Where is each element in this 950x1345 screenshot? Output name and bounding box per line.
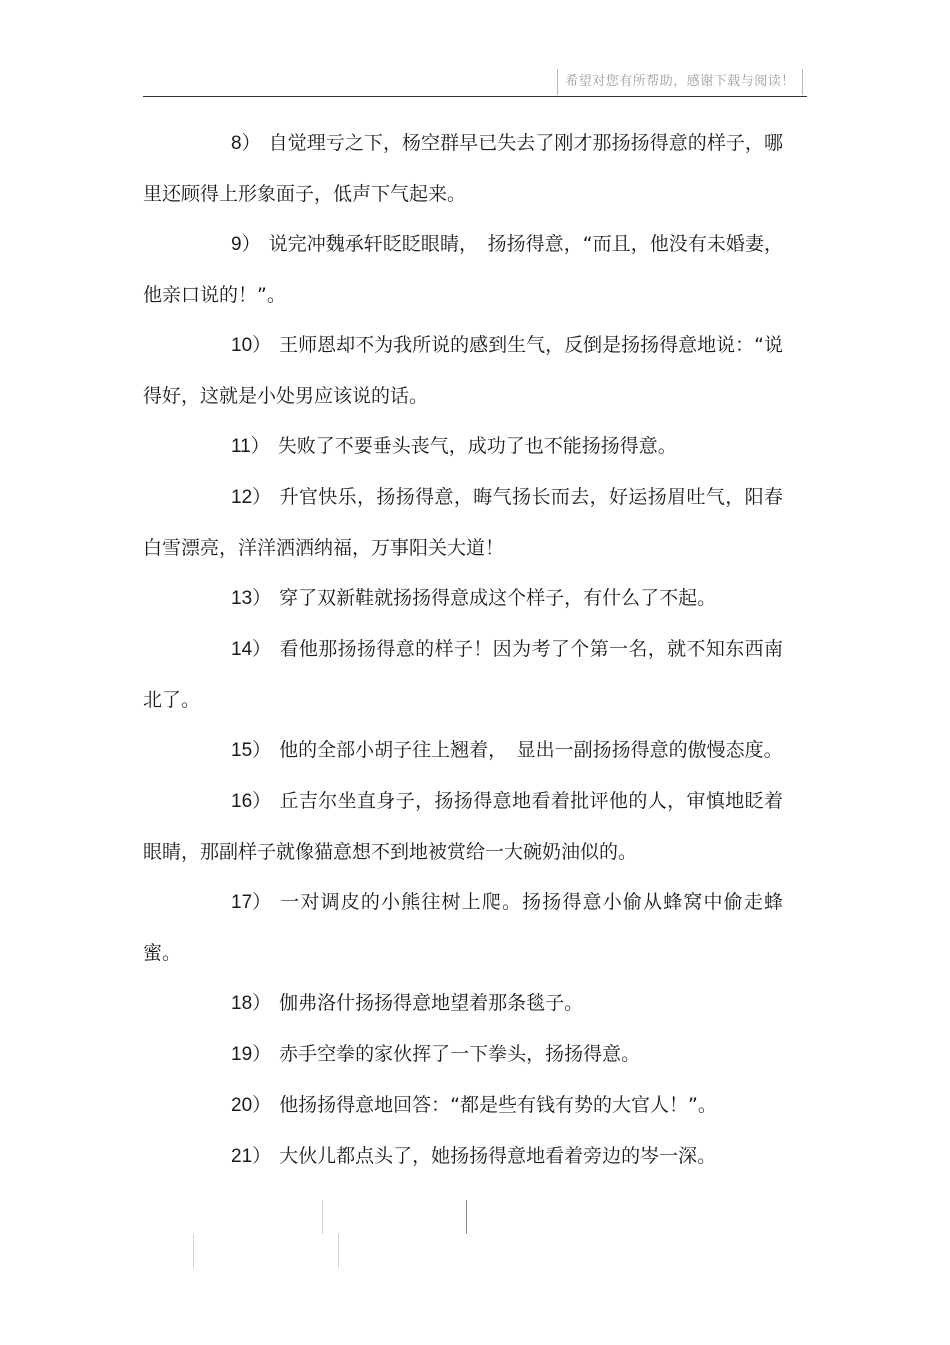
- item-number: 9）: [231, 234, 261, 255]
- document-body: [143, 118, 783, 1182]
- item-number: 11）: [231, 436, 270, 457]
- item-number: 16）: [231, 791, 272, 812]
- page-header-note: 希望对您有所帮助，感谢下载与阅读！: [557, 69, 803, 95]
- item-number: 12）: [231, 487, 272, 508]
- sentence-item: [143, 118, 783, 219]
- scan-artifact-line: [322, 1200, 323, 1234]
- sentence-item: [143, 978, 783, 1029]
- item-text: 穿了双新鞋就扬扬得意成这个样子，有什么了不起。: [279, 587, 717, 609]
- item-number: 8）: [231, 133, 261, 154]
- scan-artifact-line: [338, 1234, 339, 1268]
- item-text: 失败了不要垂头丧气，成功了也不能扬扬得意。: [277, 435, 677, 457]
- item-number: 15）: [231, 740, 272, 761]
- item-text: 伽弗洛什扬扬得意地望着那条毯子。: [279, 992, 584, 1014]
- item-text: 看他那扬扬得意的样子！因为考了个第一名，就不知东西南北了。: [143, 638, 783, 711]
- sentence-item: [143, 472, 783, 573]
- item-number: 13）: [231, 588, 272, 609]
- sentence-item: [143, 776, 783, 877]
- sentence-item: [143, 877, 783, 978]
- item-text: 他扬扬得意地回答：“都是些有钱有势的大官人！”。: [279, 1094, 717, 1116]
- item-number: 20）: [231, 1095, 272, 1116]
- item-number: 19）: [231, 1044, 272, 1065]
- item-number: 17）: [231, 892, 272, 913]
- item-text: 他的全部小胡子往上翘着， 显出一副扬扬得意的傲慢态度。: [279, 739, 783, 761]
- sentence-item: [143, 1131, 783, 1182]
- item-text: 王师恩却不为我所说的感到生气，反倒是扬扬得意地说：“说得好，这就是小处男应该说的话。: [143, 334, 783, 407]
- sentence-item: [143, 219, 783, 320]
- scan-artifact-line: [193, 1234, 194, 1268]
- item-text: 自觉理亏之下，杨空群早已失去了刚才那扬扬得意的样子，哪里还顾得上形象面子，低声下气起来。: [143, 132, 783, 205]
- sentence-item: [143, 1080, 783, 1131]
- item-text: 赤手空拳的家伙挥了一下拳头，扬扬得意。: [279, 1043, 641, 1065]
- sentence-item: [143, 421, 783, 472]
- item-number: 18）: [231, 993, 272, 1014]
- item-number: 14）: [231, 639, 272, 660]
- item-number: 21）: [231, 1146, 272, 1167]
- item-number: 10）: [231, 335, 272, 356]
- item-text: 丘吉尔坐直身子，扬扬得意地看着批评他的人，审慎地眨着眼睛，那副样子就像猫意想不到地被赏给一大碗奶油似的。: [143, 790, 783, 863]
- item-text: 说完冲魏承轩眨眨眼睛， 扬扬得意，“而且，他没有未婚妻，他亲口说的！”。: [143, 233, 783, 306]
- sentence-item: [143, 573, 783, 624]
- sentence-item: [143, 320, 783, 421]
- scan-artifact-line: [466, 1200, 467, 1234]
- item-text: 一对调皮的小熊往树上爬。扬扬得意小偷从蜂窝中偷走蜂蜜。: [143, 891, 783, 964]
- header-divider: [143, 96, 807, 97]
- item-text: 升官快乐，扬扬得意，晦气扬长而去，好运扬眉吐气，阳春白雪漂亮，洋洋洒洒纳福，万事阳关大道！: [143, 486, 783, 559]
- item-text: 大伙儿都点头了，她扬扬得意地看着旁边的岑一深。: [279, 1145, 717, 1167]
- sentence-item: [143, 1029, 783, 1080]
- sentence-item: [143, 725, 783, 776]
- sentence-item: [143, 624, 783, 725]
